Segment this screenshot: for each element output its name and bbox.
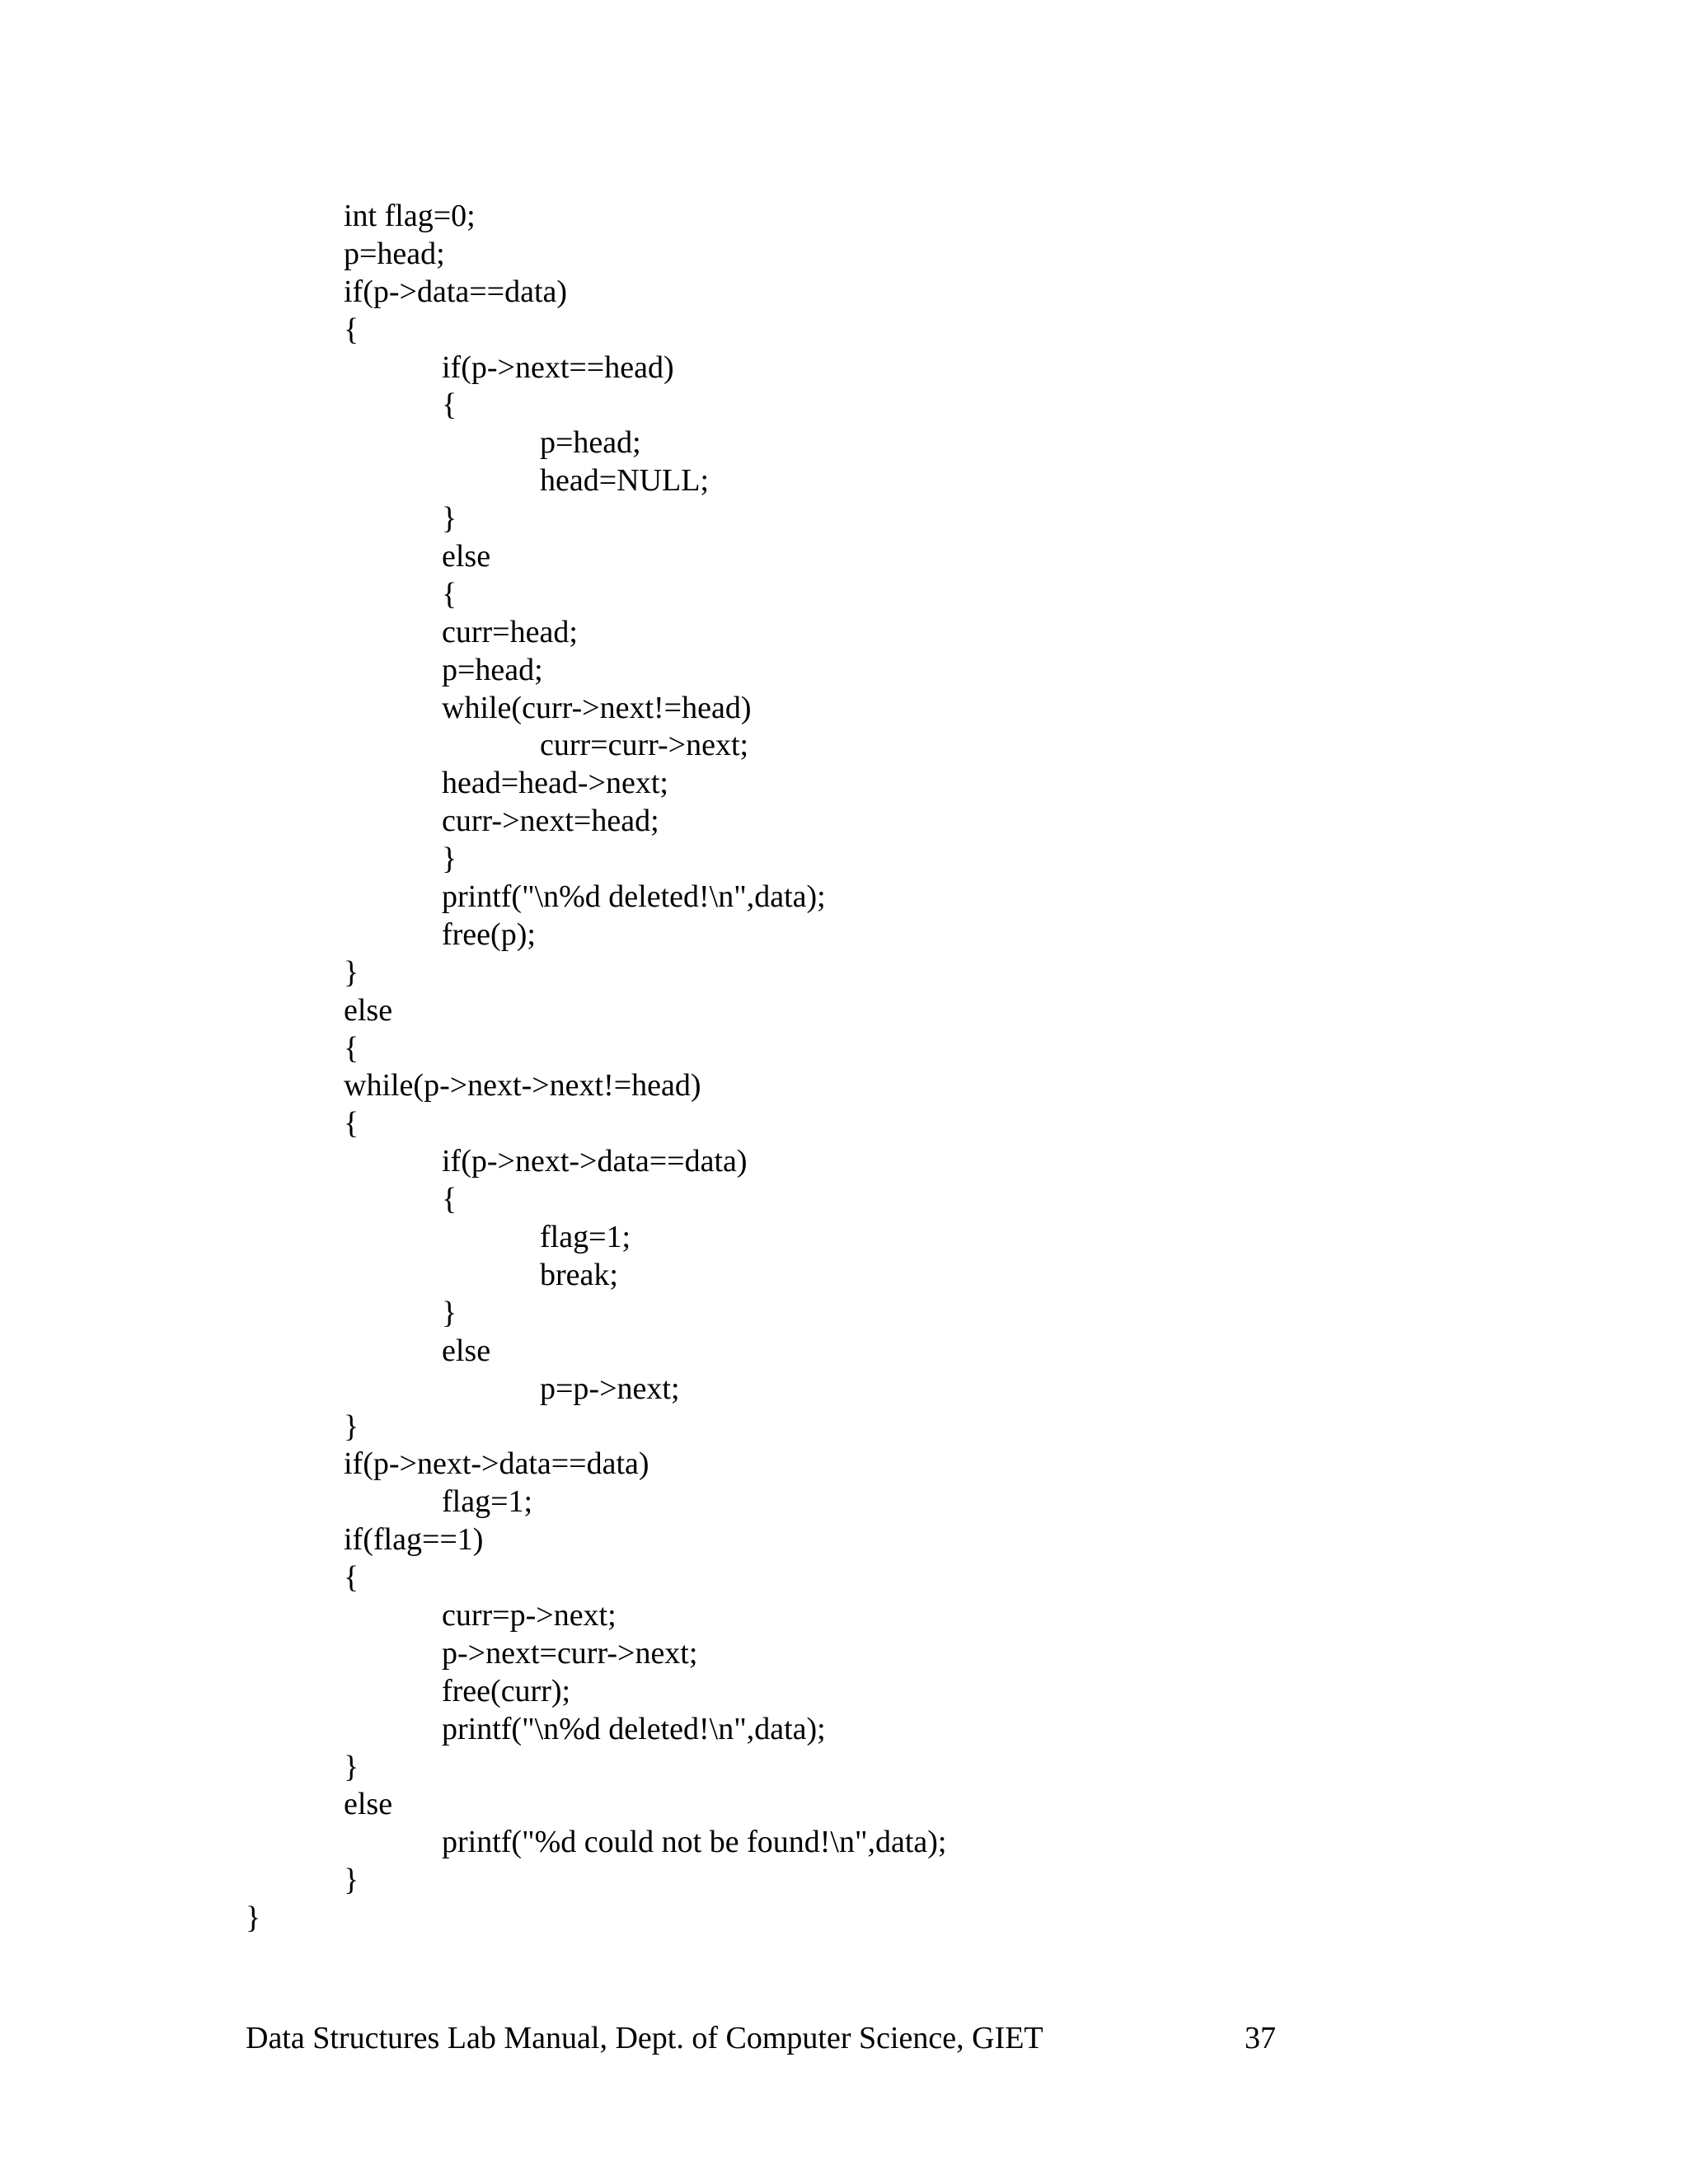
code-text: } (344, 1863, 359, 1898)
footer-text: Data Structures Lab Manual, Dept. of Computer Science, GIET (246, 2021, 1043, 2055)
code-line (0, 764, 1688, 802)
code-line (0, 1332, 1688, 1370)
code-line (0, 651, 1688, 689)
code-listing (0, 197, 1688, 1937)
code-line (0, 1861, 1688, 1899)
code-line (0, 1408, 1688, 1446)
code-line (0, 273, 1688, 311)
code-text: if(p->data==data) (344, 274, 568, 309)
code-line (0, 386, 1688, 424)
code-text: curr=head; (442, 614, 578, 649)
code-line (0, 840, 1688, 878)
code-line (0, 954, 1688, 991)
code-line (0, 499, 1688, 537)
code-text: free(curr); (442, 1673, 571, 1708)
code-text: head=head->next; (442, 766, 668, 801)
code-line (0, 1294, 1688, 1332)
code-line (0, 1218, 1688, 1256)
code-text: break; (540, 1257, 618, 1292)
code-line (0, 1899, 1688, 1937)
code-text: if(p->next->data==data) (442, 1144, 748, 1179)
code-text: { (442, 1182, 457, 1217)
code-line (0, 1445, 1688, 1483)
code-line (0, 916, 1688, 954)
code-line (0, 424, 1688, 462)
code-text: if(flag==1) (344, 1522, 484, 1558)
code-text: curr=p->next; (442, 1597, 617, 1633)
code-line (0, 1748, 1688, 1786)
code-text: else (344, 992, 393, 1028)
code-text: { (344, 1106, 359, 1141)
code-line (0, 1521, 1688, 1558)
code-line (0, 1256, 1688, 1294)
page-number: 37 (1245, 2021, 1276, 2055)
code-line (0, 311, 1688, 349)
code-line (0, 575, 1688, 613)
code-line (0, 1596, 1688, 1634)
code-line (0, 537, 1688, 575)
code-line (0, 1672, 1688, 1710)
code-text: { (344, 1560, 359, 1596)
code-text: flag=1; (442, 1484, 533, 1520)
code-text: } (442, 1295, 457, 1330)
code-text: curr->next=head; (442, 804, 659, 839)
code-text: p=p->next; (540, 1371, 680, 1406)
code-line (0, 1785, 1688, 1823)
code-line (0, 726, 1688, 764)
code-text: curr=curr->next; (540, 728, 749, 763)
code-line (0, 1029, 1688, 1067)
code-text: head=NULL; (540, 463, 710, 499)
code-text: while(curr->next!=head) (442, 690, 752, 725)
code-line (0, 1066, 1688, 1104)
code-line (0, 1180, 1688, 1218)
code-text: if(p->next==head) (442, 349, 674, 385)
code-line (0, 1104, 1688, 1142)
code-text: } (442, 841, 457, 877)
code-line (0, 991, 1688, 1029)
code-text: else (442, 539, 491, 574)
code-line (0, 349, 1688, 387)
code-line (0, 1483, 1688, 1521)
code-text: { (442, 387, 457, 423)
code-text: printf("%d could not be found!\n",data); (442, 1825, 947, 1860)
page-footer (246, 2018, 1292, 2059)
code-text: if(p->next->data==data) (344, 1446, 649, 1482)
code-text: printf("\n%d deleted!\n",data); (442, 1711, 826, 1746)
code-line (0, 1370, 1688, 1408)
code-line (0, 1558, 1688, 1596)
code-line (0, 462, 1688, 499)
code-line (0, 802, 1688, 840)
code-text: { (344, 1030, 359, 1066)
code-text: } (344, 1408, 359, 1444)
code-line (0, 235, 1688, 273)
code-line (0, 1142, 1688, 1180)
code-text: free(p); (442, 916, 536, 952)
code-text: int flag=0; (344, 199, 476, 233)
code-text: } (344, 954, 359, 990)
code-line (0, 613, 1688, 651)
code-line (0, 1710, 1688, 1748)
code-line (0, 878, 1688, 916)
code-text: { (442, 576, 457, 612)
code-text: printf("\n%d deleted!\n",data); (442, 879, 826, 915)
code-text: while(p->next->next!=head) (344, 1068, 701, 1104)
code-text: p=head; (540, 425, 641, 461)
code-text: } (344, 1749, 359, 1784)
code-text: { (344, 312, 359, 347)
code-line (0, 1823, 1688, 1861)
code-line (0, 689, 1688, 727)
code-text: flag=1; (540, 1220, 631, 1255)
code-line (0, 1634, 1688, 1672)
code-text: p=head; (344, 236, 445, 271)
code-text: p->next=curr->next; (442, 1635, 698, 1671)
code-text: else (442, 1333, 491, 1368)
code-text: } (442, 501, 457, 537)
code-text: } (246, 1900, 261, 1936)
code-text: else (344, 1787, 393, 1822)
code-text: p=head; (442, 652, 543, 687)
code-line (0, 197, 1688, 235)
